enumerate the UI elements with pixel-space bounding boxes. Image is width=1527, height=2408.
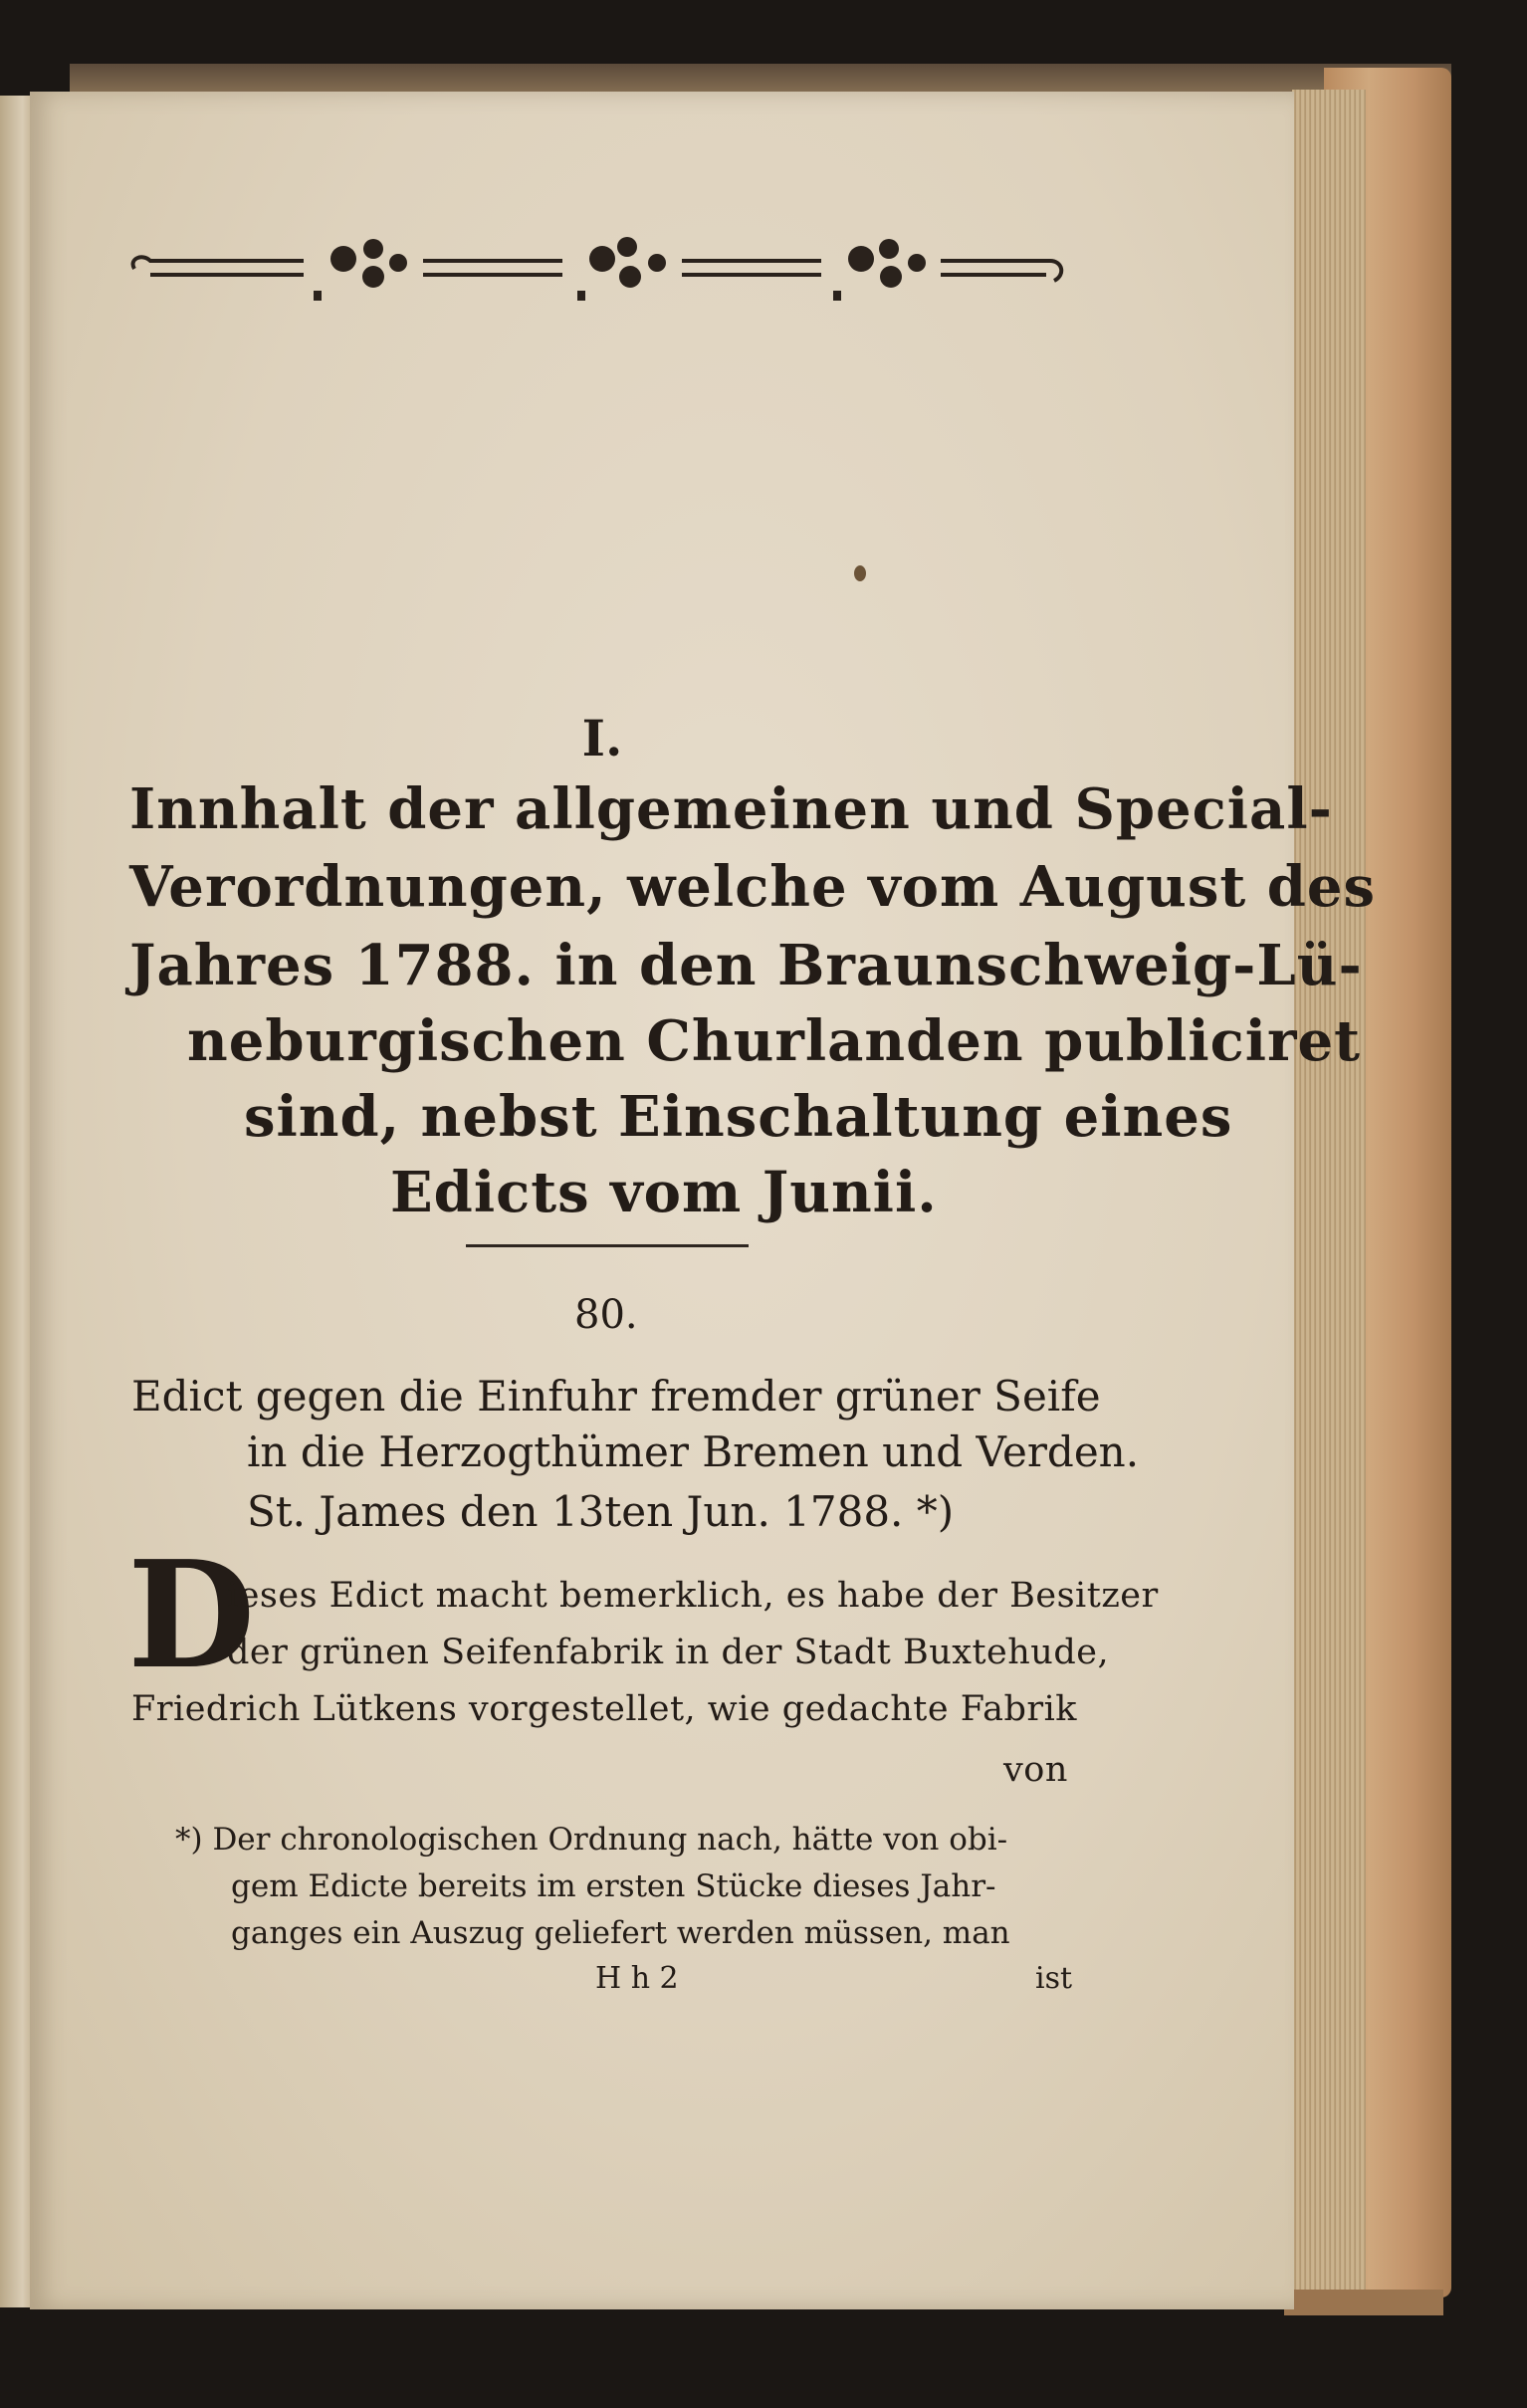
- paper-speck: [854, 565, 866, 581]
- catchword: ist: [1035, 1961, 1073, 1996]
- cover-bottom-edge: [1284, 2290, 1443, 2315]
- drop-cap: D: [127, 1528, 256, 1701]
- entry-title-line: Edict gegen die Einfuhr fremder grüner Seife: [131, 1372, 1101, 1421]
- title-divider-rule: [466, 1244, 749, 1247]
- footnote-line: *) Der chronologischen Ordnung nach, hätte von obi-: [175, 1822, 1008, 1858]
- body-line: der grünen Seifenfabrik in der Stadt Buxtehude,: [227, 1633, 1110, 1672]
- section-number: I.: [581, 709, 623, 767]
- entry-title-line: St. James den 13ten Jun. 1788. *): [247, 1487, 955, 1536]
- body-line: Friedrich Lütkens vorgestellet, wie gedachte Fabrik: [131, 1689, 1078, 1729]
- entry-number: 80.: [574, 1292, 638, 1338]
- page-block-edge: [1292, 90, 1366, 2309]
- signature-mark: H h 2: [595, 1961, 679, 1996]
- title-line: Jahres 1788. in den Braunschweig-Lü-: [129, 933, 1363, 998]
- floral-ornament-headpiece: [124, 219, 1070, 309]
- footnote-line: ganges ein Auszug geliefert werden müssen, man: [231, 1915, 1010, 1951]
- entry-title-line: in die Herzogthümer Bremen und Verden.: [247, 1427, 1140, 1476]
- body-line: ieses Edict macht bemerklich, es habe der Besitzer: [227, 1576, 1159, 1616]
- title-line: Verordnungen, welche vom August des: [129, 854, 1377, 920]
- footnote-line: gem Edicte bereits im ersten Stücke dieses Jahr-: [231, 1868, 996, 1904]
- title-line: sind, nebst Einschaltung eines: [244, 1084, 1233, 1150]
- body-line: von: [1003, 1750, 1068, 1790]
- title-line: neburgischen Churlanden publiciret: [187, 1008, 1362, 1074]
- facing-page-edge: [0, 96, 32, 2307]
- title-line: Innhalt der allgemeinen und Special-: [129, 776, 1333, 842]
- title-line: Edicts vom Junii.: [390, 1160, 938, 1225]
